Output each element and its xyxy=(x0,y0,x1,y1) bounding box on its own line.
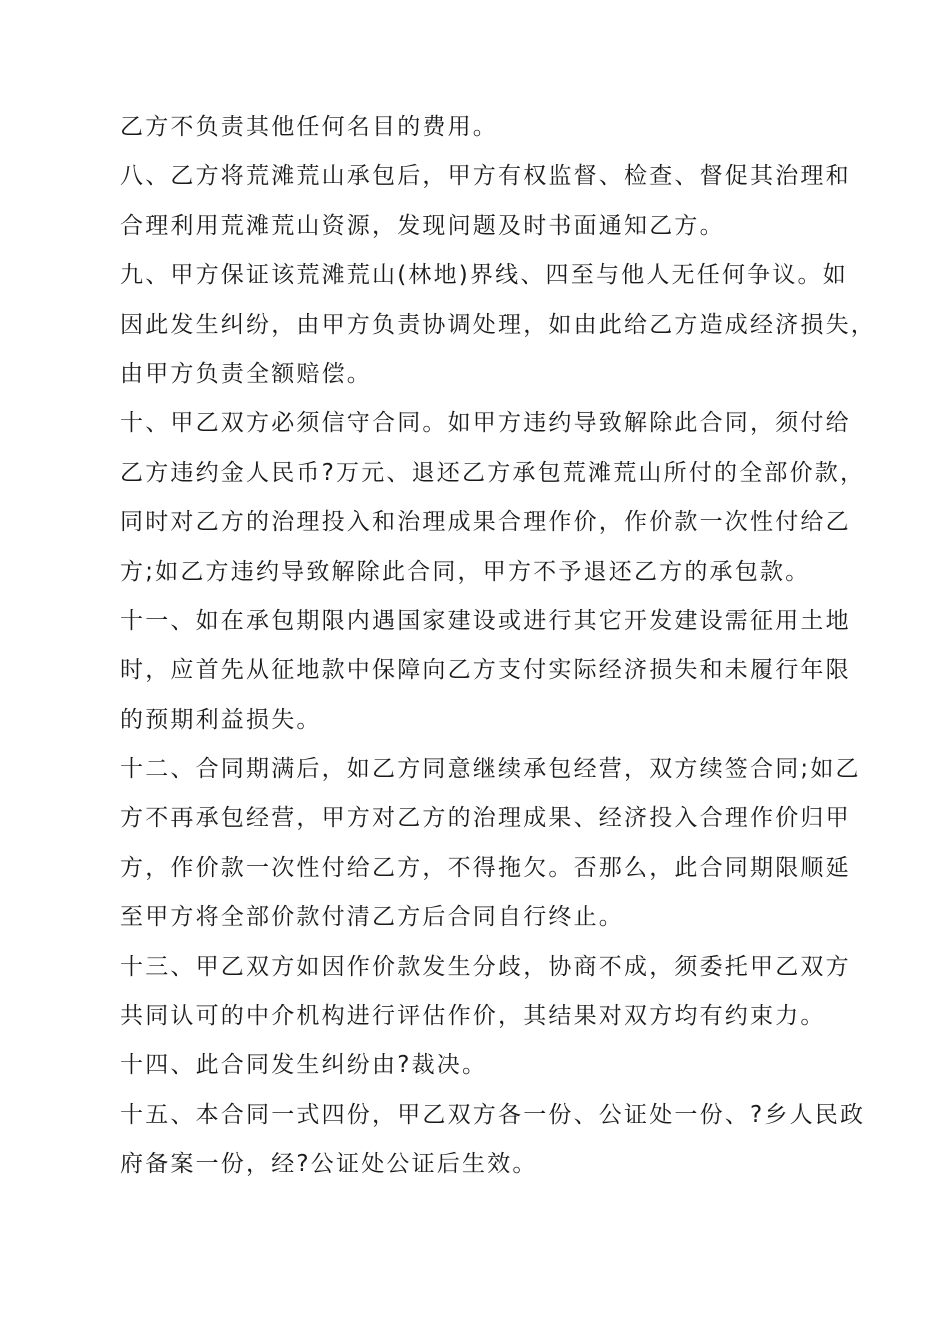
text-line: 时，应首先从征地款中保障向乙方支付实际经济损失和未履行年限 xyxy=(120,657,851,684)
text-line: 府备案一份，经?公证处公证后生效。 xyxy=(120,1151,538,1178)
clause-15-line: 十五、本合同一式四份，甲乙双方各一份、公证处一份、?乡人民政 xyxy=(120,1101,866,1128)
text-line: 同时对乙方的治理投入和治理成果合理作价，作价款一次性付给乙 xyxy=(120,509,851,536)
text-line: 因此发生纠纷，由甲方负责协调处理，如由此给乙方造成经济损失， xyxy=(120,311,876,338)
text-line: 方;如乙方违约导致解除此合同，甲方不予退还乙方的承包款。 xyxy=(120,558,811,585)
contract-text-body xyxy=(120,103,876,1190)
text-line: 至甲方将全部价款付清乙方后合同自行终止。 xyxy=(120,904,624,931)
text-line: 乙方不负责其他任何名目的费用。 xyxy=(120,114,498,140)
clause-8-line: 八、乙方将荒滩荒山承包后，甲方有权监督、检查、督促其治理和 xyxy=(120,163,851,190)
text-line: 乙方违约金人民币?万元、退还乙方承包荒滩荒山所付的全部价款， xyxy=(120,459,866,486)
text-line: 的预期利益损失。 xyxy=(120,706,322,733)
clause-14-line: 十四、此合同发生纠纷由?裁决。 xyxy=(120,1052,488,1079)
text-line: 由甲方负责全额赔偿。 xyxy=(120,360,372,387)
text-line: 方，作价款一次性付给乙方，不得拖欠。否那么，此合同期限顺延 xyxy=(120,854,851,881)
clause-11-line: 十一、如在承包期限内遇国家建设或进行其它开发建设需征用土地 xyxy=(120,607,851,634)
text-line: 共同认可的中介机构进行评估作价，其结果对双方均有约束力。 xyxy=(120,1003,826,1030)
text-line: 合理利用荒滩荒山资源，发现问题及时书面通知乙方。 xyxy=(120,212,725,239)
clause-13-line: 十三、甲乙双方如因作价款发生分歧，协商不成，须委托甲乙双方 xyxy=(120,953,851,980)
clause-12-line: 十二、合同期满后，如乙方同意继续承包经营，双方续签合同;如乙 xyxy=(120,756,861,783)
clause-9-line: 九、甲方保证该荒滩荒山(林地)界线、四至与他人无任何争议。如 xyxy=(120,262,848,289)
text-line: 方不再承包经营，甲方对乙方的治理成果、经济投入合理作价归甲 xyxy=(120,805,851,832)
clause-10-line: 十、甲乙双方必须信守合同。如甲方违约导致解除此合同，须付给 xyxy=(120,410,851,437)
